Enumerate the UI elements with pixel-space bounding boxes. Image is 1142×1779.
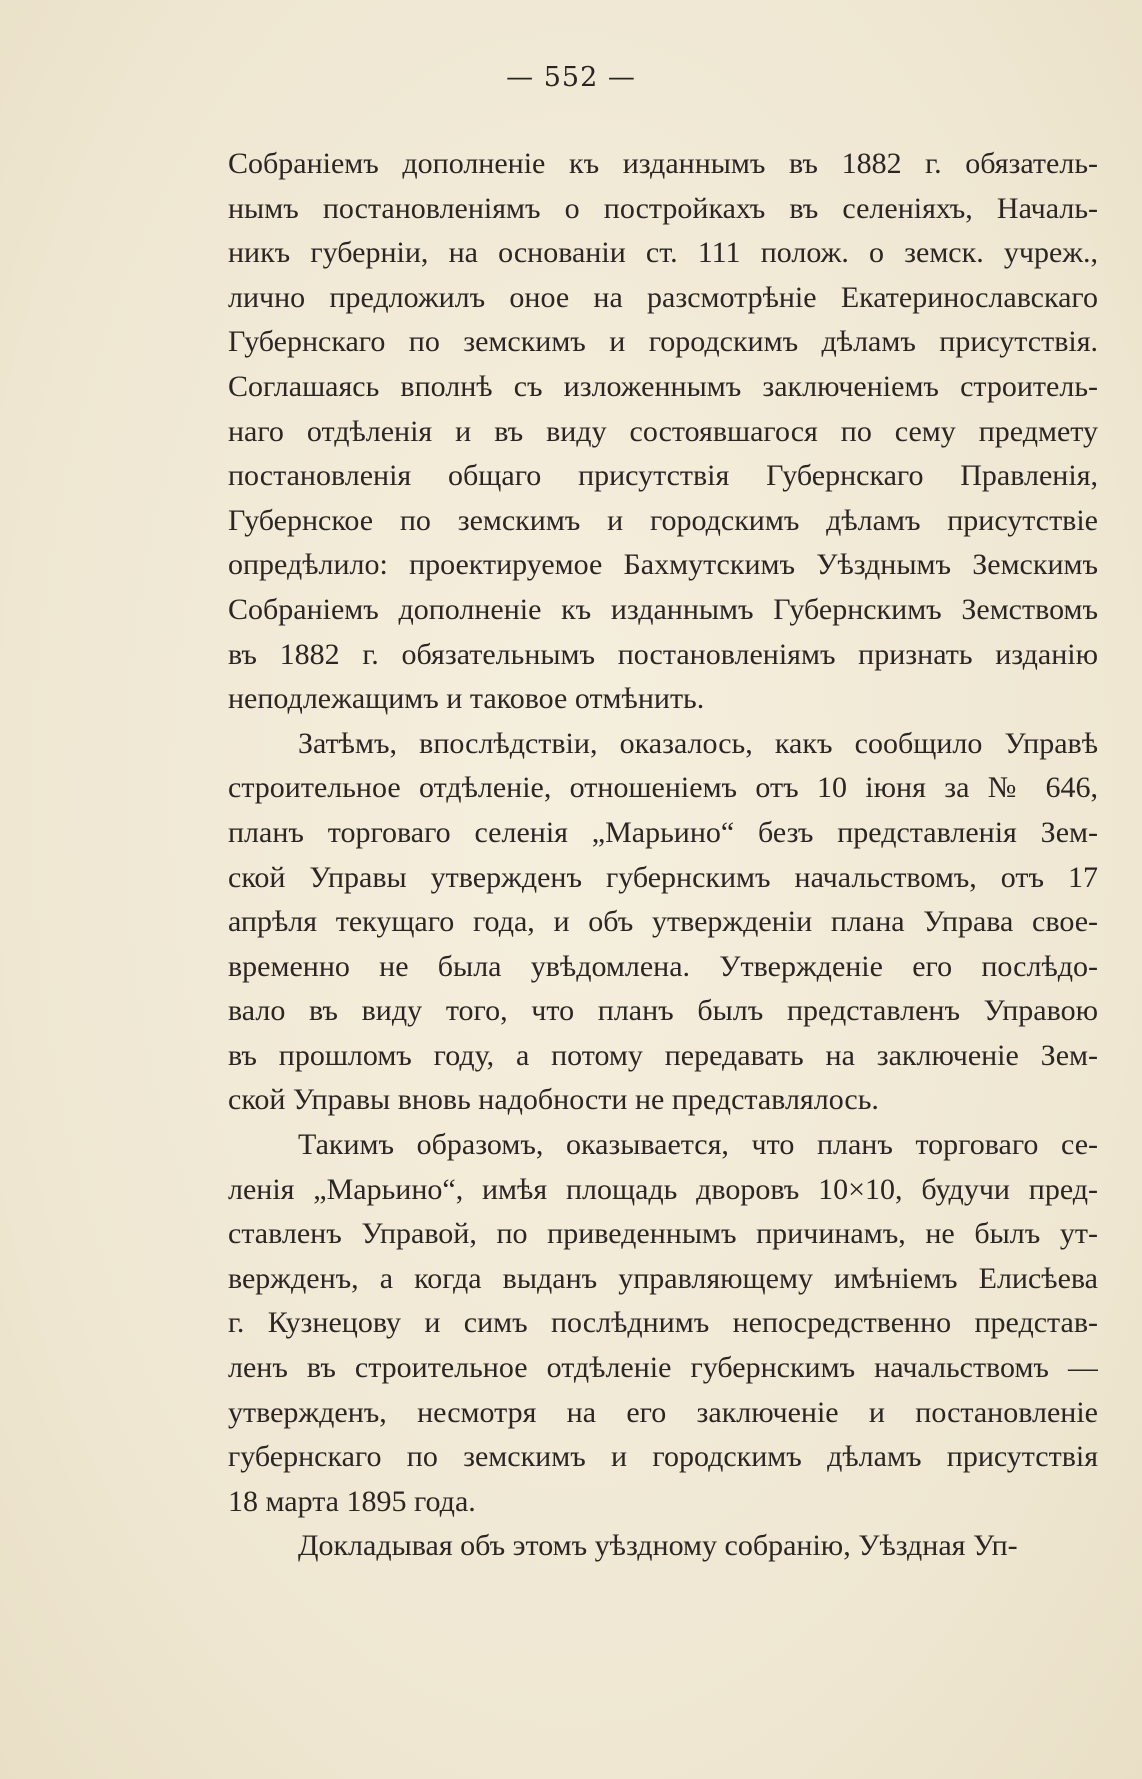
text-line: планъ торговаго селенія „Марьино“ безъ представленія Зем- (228, 815, 1098, 849)
text-line: постановленія общаго присутствія Губернскаго Правленія, (228, 459, 1098, 493)
text-line: апрѣля текущаго года, и объ утвержденіи плана Управа свое- (228, 905, 1098, 939)
page-number: — 552 — (506, 62, 636, 93)
text-line: ской Управы вновь надобности не представлялось. (228, 1083, 879, 1117)
text-line: г. Кузнецову и симъ послѣднимъ непосредственно представ- (228, 1306, 1098, 1340)
text-line: утвержденъ, несмотря на его заключеніе и постановленіе (228, 1395, 1098, 1429)
text-line: Собраніемъ дополненіе къ изданнымъ въ 1882 г. обязатель- (228, 147, 1098, 180)
text-line: въ 1882 г. обязательнымъ постановленіямъ признать изданію (228, 637, 1098, 671)
text-line: наго отдѣленія и въ виду состоявшагося по сему предмету (228, 414, 1098, 448)
text-line: временно не была увѣдомлена. Утвержденіе его послѣдо- (228, 949, 1098, 983)
text-line: ставленъ Управой, по приведеннымъ причинамъ, не былъ ут- (228, 1217, 1098, 1251)
paragraph (228, 722, 1098, 1123)
paragraph (228, 142, 1098, 722)
text-line: Докладывая объ этомъ уѣздному собранію, Уѣздная Уп- (298, 1529, 1018, 1563)
text-line: Губернскаго по земскимъ и городскимъ дѣламъ присутствія. (228, 325, 1098, 359)
text-line: Губернское по земскимъ и городскимъ дѣламъ присутствіе (228, 503, 1098, 537)
text-line: лично предложилъ оное на разсмотрѣніе Екатеринославскаго (228, 280, 1098, 314)
text-line: нымъ постановленіямъ о постройкахъ въ селеніяхъ, Началь- (228, 191, 1098, 225)
text-line: ской Управы утвержденъ губернскимъ начальствомъ, отъ 17 (228, 860, 1098, 894)
text-line: Соглашаясь вполнѣ съ изложеннымъ заключеніемъ строитель- (228, 369, 1098, 403)
paragraph (228, 1524, 1098, 1569)
text-line: вало въ виду того, что планъ былъ представленъ Управою (228, 994, 1098, 1028)
text-line: ленъ въ строительное отдѣленіе губернскимъ начальствомъ — (228, 1351, 1098, 1385)
text-line: строительное отдѣленіе, отношеніемъ отъ 10 іюня за № 646, (228, 771, 1098, 805)
text-body (228, 142, 1098, 1569)
text-line: вержденъ, а когда выданъ управляющему имѣніемъ Елисѣева (228, 1261, 1098, 1295)
text-line: Собраніемъ дополненіе къ изданнымъ Губернскимъ Земствомъ (228, 592, 1098, 626)
text-line: Затѣмъ, впослѣдствіи, оказалось, какъ сообщило Управѣ (298, 726, 1098, 760)
text-line: 18 марта 1895 года. (228, 1484, 476, 1518)
paragraph (228, 1123, 1098, 1524)
text-line: губернскаго по земскимъ и городскимъ дѣламъ присутствія (228, 1440, 1098, 1474)
text-line: неподлежащимъ и таковое отмѣнить. (228, 682, 705, 716)
text-line: никъ губерніи, на основаніи ст. 111 полож. о земск. учреж., (228, 236, 1098, 270)
text-line: въ прошломъ году, а потому передавать на заключеніе Зем- (228, 1038, 1098, 1072)
text-line: Такимъ образомъ, оказывается, что планъ торговаго се- (298, 1128, 1098, 1162)
text-line: ленія „Марьино“, имѣя площадь дворовъ 10×10, будучи пред- (228, 1172, 1098, 1206)
text-line: опредѣлило: проектируемое Бахмутскимъ Уѣзднымъ Земскимъ (228, 548, 1098, 582)
